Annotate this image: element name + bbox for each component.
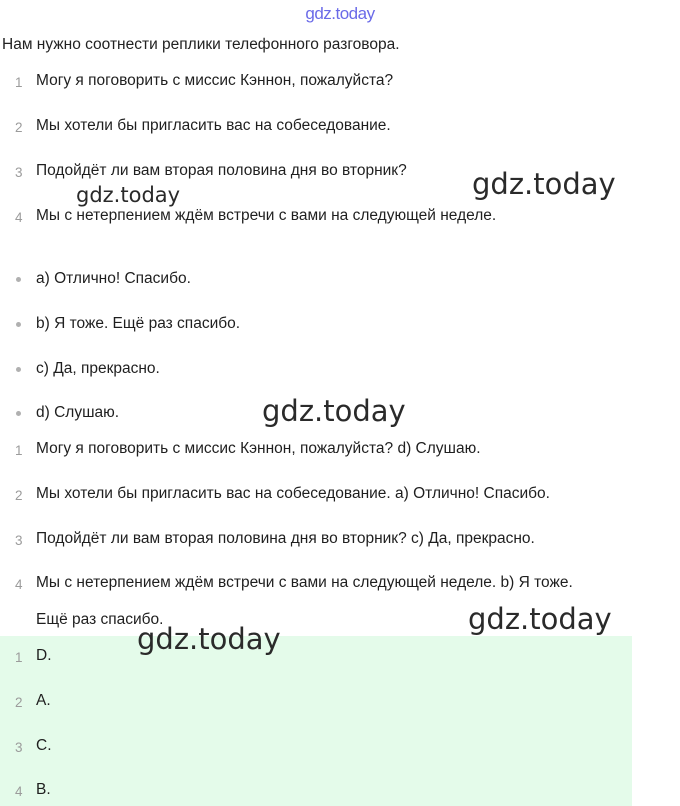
phrase-text: Могу я поговорить с миссис Кэннон, пожалуйста? xyxy=(36,72,394,89)
watermark: gdz.today xyxy=(137,622,281,656)
answer-text: C. xyxy=(36,737,52,754)
answer-text: A. xyxy=(36,692,51,709)
watermark: gdz.today xyxy=(468,602,612,636)
watermark: gdz.today xyxy=(262,394,406,428)
answer-number: 4 xyxy=(15,784,23,799)
phrase-number: 1 xyxy=(15,75,23,90)
phrase-text: Мы с нетерпением ждём встречи с вами на следующей неделе. xyxy=(36,207,497,224)
phrase-number: 3 xyxy=(15,165,23,180)
match-text: Подойдёт ли вам вторая половина дня во вторник? c) Да, прекрасно. xyxy=(36,530,535,547)
response-text: c) Да, прекрасно. xyxy=(36,360,160,377)
phrase-text: Мы хотели бы пригласить вас на собеседование. xyxy=(36,117,391,134)
match-text-continued: Ещё раз спасибо. xyxy=(36,611,164,628)
match-number: 4 xyxy=(15,577,23,592)
match-number: 2 xyxy=(15,488,23,503)
match-number: 1 xyxy=(15,443,23,458)
answer-number: 2 xyxy=(15,695,23,710)
response-text: a) Отлично! Спасибо. xyxy=(36,270,191,287)
match-text: Мы с нетерпением ждём встречи с вами на следующей неделе. b) Я тоже. xyxy=(36,574,573,591)
phrase-text: Подойдёт ли вам вторая половина дня во вторник? xyxy=(36,162,407,179)
match-text: Мы хотели бы пригласить вас на собеседование. a) Отлично! Спасибо. xyxy=(36,485,550,502)
task-statement: Нам нужно соотнести реплики телефонного разговора. xyxy=(2,36,400,53)
match-number: 3 xyxy=(15,533,23,548)
answer-number: 3 xyxy=(15,740,23,755)
match-text: Могу я поговорить с миссис Кэннон, пожалуйста? d) Слушаю. xyxy=(36,440,481,457)
phrase-number: 2 xyxy=(15,120,23,135)
bullet-icon xyxy=(16,322,21,327)
watermark: gdz.today xyxy=(76,183,181,207)
answer-text: B. xyxy=(36,781,51,798)
bullet-icon xyxy=(16,277,21,282)
phrase-number: 4 xyxy=(15,210,23,225)
answer-text: D. xyxy=(36,647,52,664)
answer-number: 1 xyxy=(15,650,23,665)
response-text: b) Я тоже. Ещё раз спасибо. xyxy=(36,315,241,332)
response-text: d) Слушаю. xyxy=(36,404,120,421)
watermark: gdz.today xyxy=(472,167,616,201)
bullet-icon xyxy=(16,367,21,372)
header-watermark: gdz.today xyxy=(305,4,375,23)
bullet-icon xyxy=(16,411,21,416)
